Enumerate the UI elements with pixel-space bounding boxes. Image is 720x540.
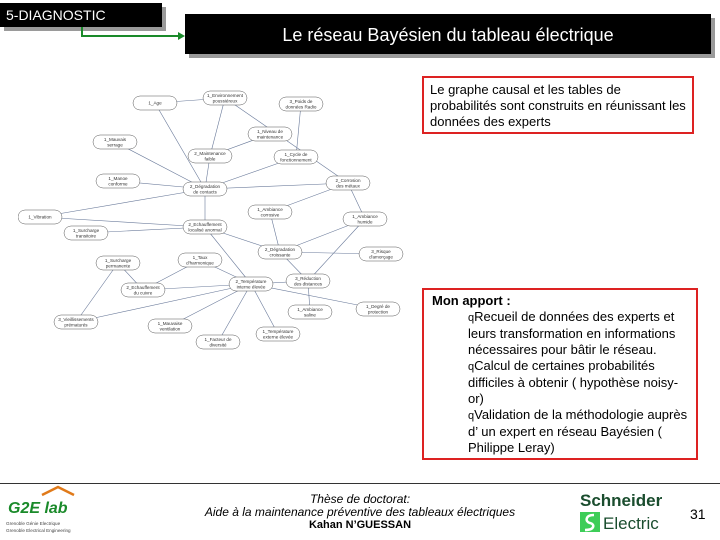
graph-node-label: 1_Mauvaise xyxy=(157,321,183,326)
graph-node xyxy=(54,315,98,329)
graph-node xyxy=(93,135,137,149)
graph-node-sublabel: externe élevée xyxy=(262,334,294,340)
graph-node xyxy=(133,96,177,110)
graph-node xyxy=(229,277,273,291)
graph-node-sublabel: prématurés xyxy=(64,322,88,328)
graph-node xyxy=(121,283,165,297)
graph-node-label: 2_Dégradation xyxy=(189,184,221,189)
graph-node-sublabel: des métaux xyxy=(336,183,360,189)
graph-node-label: 1_Taux xyxy=(192,255,208,260)
graph-node xyxy=(356,302,400,316)
graph-node xyxy=(64,226,108,240)
graph-node-label: 1_Niveau de xyxy=(257,129,283,134)
graph-node-label: 1_Température xyxy=(262,329,294,334)
graph-node-label: 1_Age xyxy=(148,100,162,106)
graph-node-sublabel: poussiéreux xyxy=(212,98,238,104)
graph-node-sublabel: localisé anormal xyxy=(188,227,222,233)
graph-node-sublabel: diversité xyxy=(209,342,227,348)
graph-node-label: 3_Poids de xyxy=(289,99,313,104)
list-item: qCalcul de certaines probabilités difficiles à obtenir ( hypothèse noisy-or) xyxy=(468,358,679,406)
graph-node xyxy=(18,210,62,224)
g2elab-subtitle-2: Grenoble Electrical Engineering xyxy=(6,528,71,533)
contribution-box xyxy=(422,288,698,460)
graph-node xyxy=(96,256,140,270)
graph-node-label: 1_Manoe xyxy=(108,176,128,181)
graph-node-sublabel: des distances xyxy=(293,281,323,287)
graph-node xyxy=(188,149,232,163)
schneider-text: Schneider xyxy=(580,491,663,510)
graph-node-sublabel: ventilation xyxy=(159,326,181,332)
graph-node-label: 2_Température xyxy=(235,279,267,284)
g2elab-subtitle-1: Grenoble Génie Electrique xyxy=(6,521,61,526)
graph-node-sublabel: saline xyxy=(303,312,317,318)
electric-text: Electric xyxy=(603,514,659,533)
g2elab-logo xyxy=(2,485,98,537)
bayesian-network-graph xyxy=(18,84,418,354)
graph-node-label: 2_Dégradation xyxy=(264,247,296,252)
graph-node xyxy=(248,127,292,141)
schneider-electric-logo xyxy=(578,488,680,536)
graph-node-sublabel: protection xyxy=(367,309,389,315)
graph-node xyxy=(178,253,222,267)
graph-node-sublabel: humide xyxy=(357,219,373,225)
graph-node-sublabel: corrosive xyxy=(260,212,280,218)
graph-node-label: 2_Maintenance xyxy=(194,151,226,156)
graph-node-sublabel: d'amorçage xyxy=(369,254,393,260)
checkbox-bullet-icon: q xyxy=(468,361,475,373)
info-text: Le graphe causal et les tables de probabilités sont construits en réunissant les données des experts xyxy=(430,82,686,129)
graph-node xyxy=(183,182,227,196)
graph-node-sublabel: données Radio xyxy=(285,104,317,110)
graph-node-label: 2_Echauffement xyxy=(188,222,222,227)
info-box xyxy=(422,76,694,134)
graph-edge xyxy=(40,217,205,227)
graph-node-label: 1_Ambiance xyxy=(297,307,323,312)
graph-node-label: 1_Cycle de xyxy=(284,152,308,157)
graph-node-label: 3_Réduction xyxy=(295,276,321,281)
graph-node xyxy=(183,220,227,234)
graph-node xyxy=(258,245,302,259)
graph-node-label: 1_Facteur de xyxy=(204,337,232,342)
graph-node-sublabel: faible xyxy=(204,156,216,162)
thesis-line-2: Aide à la maintenance préventive des tableaux électriques xyxy=(204,505,516,519)
graph-node-label: 1_Environnement xyxy=(206,93,244,98)
checkbox-bullet-icon: q xyxy=(468,312,475,324)
page-number: 31 xyxy=(690,506,706,522)
graph-node-label: 1_Vibration xyxy=(28,214,52,220)
checkbox-bullet-icon: q xyxy=(468,410,475,422)
list-item: qValidation de la méthodologie auprès d’ un expert en réseau Bayésien ( Philippe Leray) xyxy=(468,407,688,455)
graph-node xyxy=(326,176,370,190)
graph-node-label: 3_Vieillissements xyxy=(58,317,94,322)
thesis-author: Kahan N’GUESSAN xyxy=(308,519,412,531)
graph-node-sublabel: serrage xyxy=(107,142,123,148)
graph-node xyxy=(203,91,247,105)
thesis-info xyxy=(160,493,560,532)
graph-node-label: 1_Ambiance xyxy=(352,214,378,219)
list-item: qRecueil de données des experts et leurs transformation en informations nécessaires pour bâtir le réseau. xyxy=(468,309,676,357)
graph-node xyxy=(359,247,403,261)
graph-node xyxy=(286,274,330,288)
graph-edge xyxy=(40,189,205,217)
thesis-line-1: Thèse de doctorat: xyxy=(309,492,411,506)
graph-node-sublabel: conforme xyxy=(108,181,128,187)
graph-node xyxy=(343,212,387,226)
graph-edge xyxy=(251,284,278,334)
graph-nodes xyxy=(18,91,403,349)
graph-node-label: 1_Surcharge xyxy=(72,228,100,233)
graph-node xyxy=(248,205,292,219)
graph-edge xyxy=(308,219,365,281)
graph-node-sublabel: croissante xyxy=(269,252,291,258)
graph-node xyxy=(148,319,192,333)
graph-node-sublabel: interne élevée xyxy=(236,284,266,290)
section-tag: 5-DIAGNOSTIC xyxy=(0,3,162,27)
graph-node xyxy=(288,305,332,319)
graph-node-sublabel: d'harmonique xyxy=(186,260,214,266)
graph-node-sublabel: fonctionnement xyxy=(280,157,312,163)
graph-node-label: 3_Risque xyxy=(371,249,391,254)
graph-node-sublabel: de contacts xyxy=(193,189,217,195)
graph-edge xyxy=(210,98,225,156)
graph-node-label: 2_Echauffement xyxy=(126,285,160,290)
graph-node-sublabel: transitoire xyxy=(75,233,97,239)
graph-edge xyxy=(76,263,118,322)
slide-title: Le réseau Bayésien du tableau électrique xyxy=(185,14,711,54)
contribution-list xyxy=(430,309,690,456)
graph-node xyxy=(256,327,300,341)
connector-arrow xyxy=(0,0,190,45)
graph-node-sublabel: permanente xyxy=(105,263,131,269)
graph-node-label: 1_Degré de xyxy=(365,304,391,309)
graph-node xyxy=(274,150,318,164)
graph-node-label: 2_Corrosion xyxy=(335,178,361,183)
graph-node-sublabel: du cuivre xyxy=(133,290,153,296)
graph-node-sublabel: maintenance xyxy=(256,134,284,140)
graph-node xyxy=(279,97,323,111)
graph-node-label: 1_Surcharge xyxy=(104,258,132,263)
graph-node xyxy=(96,174,140,188)
graph-node xyxy=(196,335,240,349)
contribution-heading: Mon apport : xyxy=(432,293,511,308)
graph-node-label: 1_Ambiance xyxy=(257,207,283,212)
graph-node-label: 1_Mauvais xyxy=(103,137,127,142)
footer-divider xyxy=(0,483,720,484)
g2elab-logo-text: G2E lab xyxy=(8,500,68,517)
